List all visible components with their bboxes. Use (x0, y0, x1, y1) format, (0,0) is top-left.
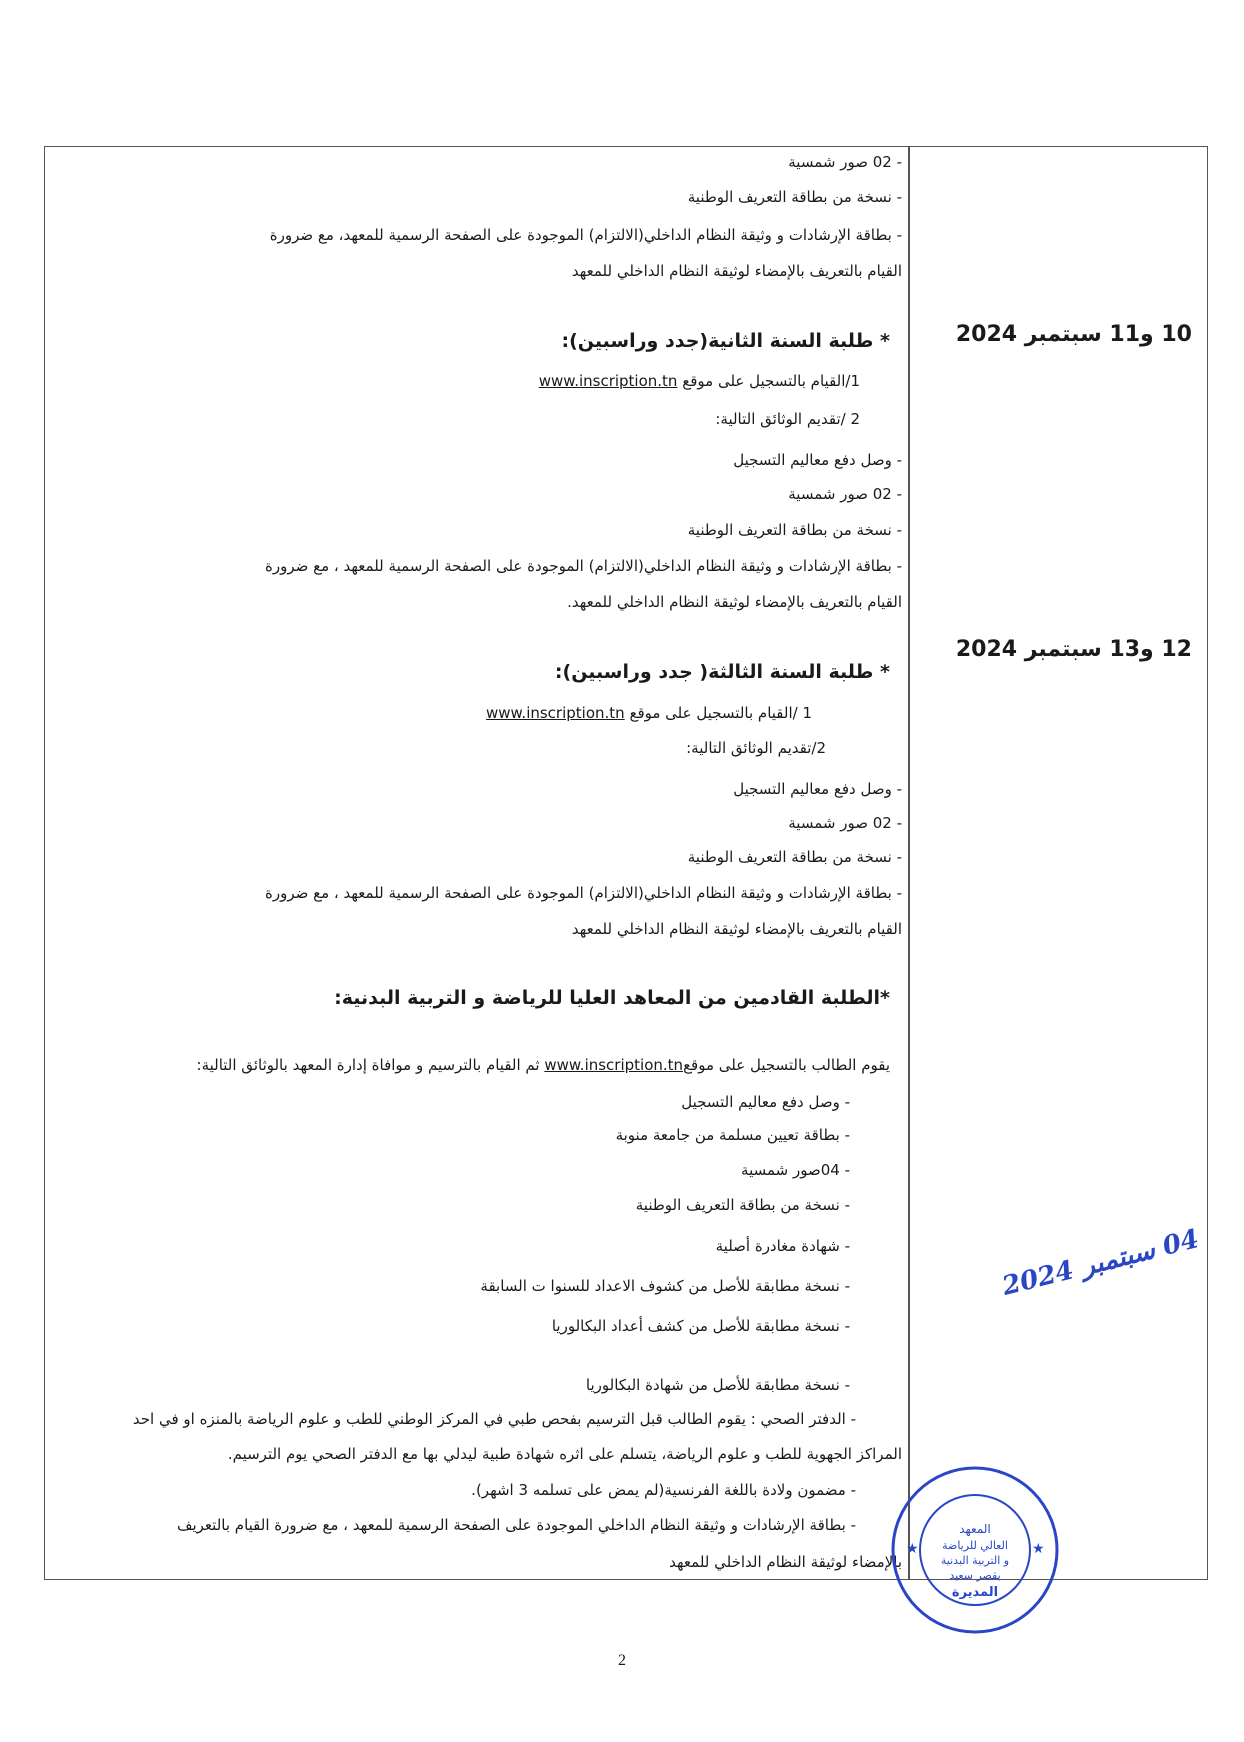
section-heading-second-year: * طلبة السنة الثانية(جدد وراسبين): (561, 330, 890, 352)
list-item: - نسخة من بطاقة التعريف الوطنية (635, 1196, 850, 1214)
rules-line: بالإمضاء لوثيقة النظام الداخلي للمعهد (669, 1553, 902, 1571)
table-divider (908, 146, 910, 1580)
health-booklet-line: - الدفتر الصحي : يقوم الطالب قبل الترسيم بفحص طبي في المركز الوطني للطب و علوم الرياضة بالمنزه او في احد (132, 1410, 856, 1428)
list-item: - نسخة مطابقة للأصل من كشف أعداد البكالوريا (551, 1317, 850, 1335)
svg-text:★: ★ (1032, 1541, 1045, 1557)
rules-line: - بطاقة الإرشادات و وثيقة النظام الداخلي الموجودة على الصفحة الرسمية للمعهد ، مع ضرورة القيام بالتعريف (176, 1516, 856, 1534)
svg-text:و التربية البدنية: و التربية البدنية (940, 1554, 1010, 1567)
register-step (539, 371, 860, 391)
transfer-intro (197, 1055, 890, 1075)
list-item: - 02 صور شمسية (788, 814, 902, 832)
list-item: القيام بالتعريف بالإمضاء لوثيقة النظام الداخلي للمعهد (571, 262, 902, 280)
date-second-year: 10 و11 سبتمبر 2024 (955, 322, 1192, 347)
list-item: - نسخة مطابقة للأصل من كشوف الاعداد للسنوا ت السابقة (480, 1277, 850, 1295)
svg-text:المديرة: المديرة (951, 1585, 999, 1600)
section-heading-transfer: *الطلبة القادمين من المعاهد العليا للرياضة و التربية البدنية: (334, 987, 890, 1009)
list-item: - نسخة من بطاقة التعريف الوطنية (687, 521, 902, 539)
list-item: - بطاقة الإرشادات و وثيقة النظام الداخلي(الالتزام) الموجودة على الصفحة الرسمية للمعهد ، مع ضرورة (265, 884, 902, 902)
intro-text: يقوم الطالب بالتسجيل على موقع (683, 1056, 890, 1074)
list-item: - بطاقة الإرشادات و وثيقة النظام الداخلي(الالتزام) الموجودة على الصفحة الرسمية للمعهد، مع ضرورة (269, 226, 902, 244)
list-item: - شهادة مغادرة أصلية (715, 1237, 850, 1255)
content-table (44, 146, 1208, 1580)
date-third-year: 12 و13 سبتمبر 2024 (955, 637, 1192, 662)
svg-text:بقصر سعيد: بقصر سعيد (949, 1569, 1001, 1582)
list-item: القيام بالتعريف بالإمضاء لوثيقة النظام الداخلي للمعهد. (567, 593, 902, 611)
list-item: - 02 صور شمسية (788, 153, 902, 171)
handwritten-date: 04 سبتمبر 2024 (999, 1224, 1203, 1302)
official-stamp (880, 1455, 1070, 1645)
list-item: - وصل دفع معاليم التسجيل (681, 1093, 850, 1111)
list-item: - بطاقة تعيين مسلمة من جامعة منوبة (615, 1126, 850, 1144)
registration-link[interactable]: www.inscription.tn (544, 1056, 684, 1074)
step-text: 1/القيام بالتسجيل على موقع (682, 372, 860, 390)
list-item: - 04صور شمسية (741, 1161, 850, 1179)
register-step (486, 703, 812, 723)
list-item: - بطاقة الإرشادات و وثيقة النظام الداخلي(الالتزام) الموجودة على الصفحة الرسمية للمعهد ، مع ضرورة (265, 557, 902, 575)
section-heading-third-year: * طلبة السنة الثالثة( جدد وراسبين): (554, 661, 890, 683)
step-text: 1 /القيام بالتسجيل على موقع (629, 704, 812, 722)
svg-text:المعهد: المعهد (959, 1522, 991, 1536)
list-item: القيام بالتعريف بالإمضاء لوثيقة النظام الداخلي للمعهد (571, 920, 902, 938)
list-item: - نسخة من بطاقة التعريف الوطنية (687, 848, 902, 866)
health-booklet-line: المراكز الجهوية للطب و علوم الرياضة، يتسلم على اثره شهادة طبية ليدلي بها مع الدفتر الصحي يوم الترسيم. (227, 1445, 902, 1463)
list-item: - 02 صور شمسية (788, 485, 902, 503)
documents-step: 2/تقديم الوثائق التالية: (686, 739, 826, 757)
svg-text:العالي للرياضة: العالي للرياضة (942, 1539, 1008, 1552)
intro-text: ثم القيام بالترسيم و موافاة إدارة المعهد بالوثائق التالية: (196, 1056, 540, 1074)
registration-link[interactable]: www.inscription.tn (538, 372, 678, 390)
page-number: 2 (618, 1652, 626, 1669)
svg-text:★: ★ (906, 1541, 919, 1557)
list-item: - وصل دفع معاليم التسجيل (733, 451, 902, 469)
list-item: - نسخة مطابقة للأصل من شهادة البكالوريا (585, 1376, 850, 1394)
documents-step: 2 /تقديم الوثائق التالية: (715, 410, 860, 428)
list-item: - نسخة من بطاقة التعريف الوطنية (687, 188, 902, 206)
birth-certificate-line: - مضمون ولادة باللغة الفرنسية(لم يمض على تسلمه 3 اشهر). (471, 1481, 856, 1499)
list-item: - وصل دفع معاليم التسجيل (733, 780, 902, 798)
registration-link[interactable]: www.inscription.tn (486, 704, 625, 722)
